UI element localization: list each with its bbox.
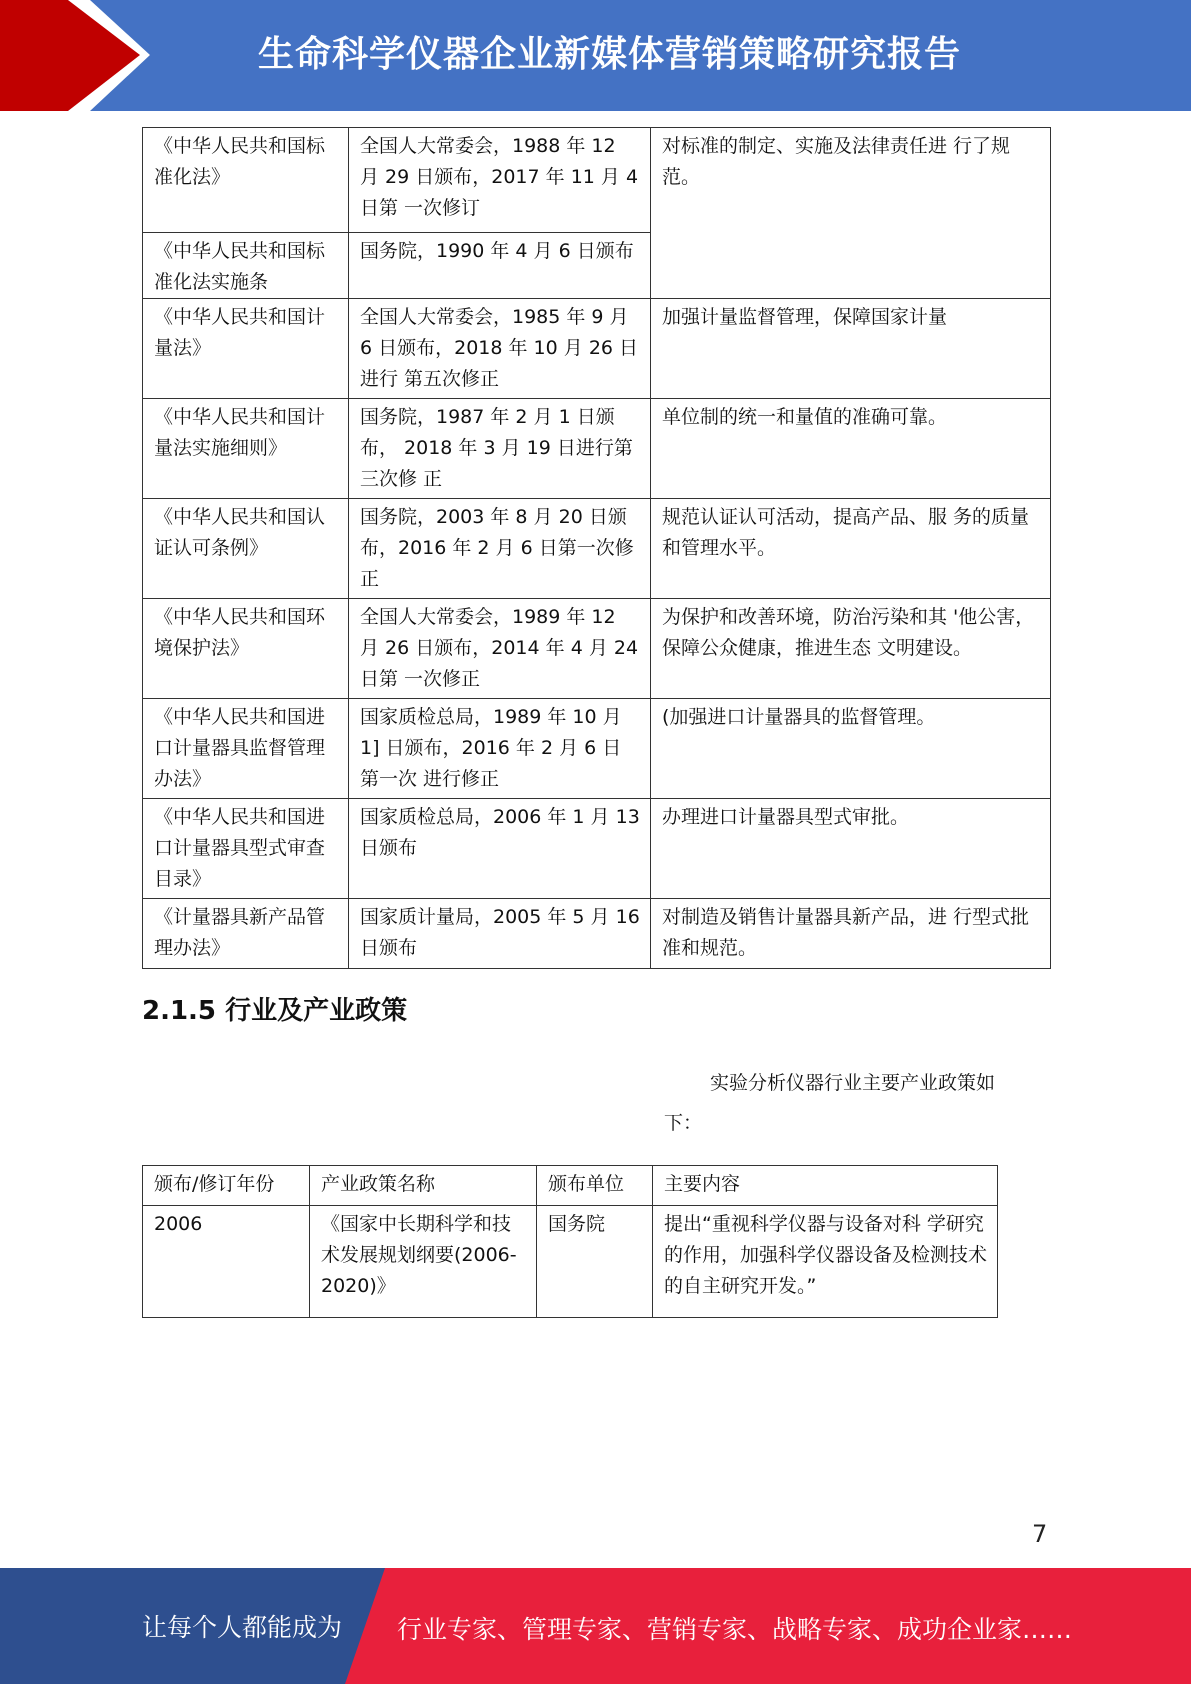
- table-row: [143, 699, 1051, 799]
- law-content-cell: 单位制的统一和量值的准确可靠。: [651, 399, 1051, 499]
- policy-name-cell: 《国家中长期科学和技术发展规划纲要(2006-2020)》: [310, 1206, 537, 1318]
- law-issued-cell: 国家质计量局，2005 年 5 月 16 日颁布: [349, 899, 651, 969]
- law-content-cell: 办理进口计量器具型式审批。: [651, 799, 1051, 899]
- table-row: [143, 799, 1051, 899]
- footer-slogan-right: 行业专家、管理专家、营销专家、战略专家、成功企业家……: [397, 1615, 1073, 1644]
- law-issued-cell: 全国人大常委会，1985 年 9 月 6 日颁布，2018 年 10 月 26 日进行 第五次修正: [349, 299, 651, 399]
- report-title: 生命科学仪器企业新媒体营销策略研究报告: [258, 34, 962, 75]
- law-issued-cell: 国家质检总局，2006 年 1 月 13 日颁布: [349, 799, 651, 899]
- table-row: [143, 599, 1051, 699]
- table-row: [143, 399, 1051, 499]
- table-row: [143, 899, 1051, 969]
- law-table: [142, 127, 1051, 969]
- policy-table: [142, 1165, 998, 1318]
- law-name-cell: 《中华人民共和国进 口计量器具监督管理 办法》: [143, 699, 349, 799]
- law-name-cell: 《中华人民共和国认 证认可条例》: [143, 499, 349, 599]
- law-issued-cell: 国务院，1987 年 2 月 1 日颁布， 2018 年 3 月 19 日进行第三次修 正: [349, 399, 651, 499]
- law-name-cell: 《中华人民共和国标 准化法》: [143, 128, 349, 233]
- header-arrow-decoration: [0, 0, 200, 111]
- law-content-cell: 加强计量监督管理，保障国家计量: [651, 299, 1051, 399]
- column-header-policy-name: 产业政策名称: [310, 1166, 537, 1206]
- table-row: [143, 1206, 998, 1318]
- law-name-cell: 《计量器具新产品管 理办法》: [143, 899, 349, 969]
- policy-content-cell: 提出“重视科学仪器与设备对科 学研究的作用，加强科学仪器设备及检测技术的自主研究开发。”: [653, 1206, 998, 1318]
- table-header-row: [143, 1166, 998, 1206]
- law-name-cell: 《中华人民共和国计 量法实施细则》: [143, 399, 349, 499]
- law-issued-cell: 国家质检总局，1989 年 10 月 1] 日颁布，2016 年 2 月 6 日第一次 进行修正: [349, 699, 651, 799]
- law-name-cell: 《中华人民共和国标 准化法实施条: [143, 233, 349, 299]
- section-heading: 2.1.5 行业及产业政策: [142, 996, 408, 1026]
- policy-year-cell: 2006: [143, 1206, 310, 1318]
- section-intro: 实验分析仪器行业主要产业政策如下：: [664, 1072, 996, 1134]
- law-content-cell: (加强进口计量器具的监督管理。: [651, 699, 1051, 799]
- law-content-cell: 对制造及销售计量器具新产品，进 行型式批准和规范。: [651, 899, 1051, 969]
- law-issued-cell: 国务院，1990 年 4 月 6 日颁布: [349, 233, 651, 299]
- page-footer: [0, 1568, 1191, 1684]
- column-header-unit: 颁布单位: [537, 1166, 653, 1206]
- page-header: [0, 0, 1191, 111]
- law-issued-cell: 全国人大常委会，1988 年 12 月 29 日颁布，2017 年 11 月 4 日第 一次修订: [349, 128, 651, 233]
- table-row: [143, 299, 1051, 399]
- column-header-year: 颁布/修订年份: [143, 1166, 310, 1206]
- law-issued-cell: 国务院，2003 年 8 月 20 日颁布，2016 年 2 月 6 日第一次修正: [349, 499, 651, 599]
- policy-unit-cell: 国务院: [537, 1206, 653, 1318]
- table-row: [143, 499, 1051, 599]
- table-row: [143, 128, 1051, 233]
- law-issued-cell: 全国人大常委会，1989 年 12 月 26 日颁布，2014 年 4 月 24 日第 一次修正: [349, 599, 651, 699]
- law-name-cell: 《中华人民共和国计 量法》: [143, 299, 349, 399]
- law-content-cell: 规范认证认可活动，提高产品、服 务的质量和管理水平。: [651, 499, 1051, 599]
- page-number: 7: [1032, 1520, 1048, 1548]
- law-content-cell: 为保护和改善环境，防治污染和其 '他公害，保障公众健康，推进生态 文明建设。: [651, 599, 1051, 699]
- law-name-cell: 《中华人民共和国环 境保护法》: [143, 599, 349, 699]
- law-name-cell: 《中华人民共和国进 口计量器具型式审查 目录》: [143, 799, 349, 899]
- column-header-content: 主要内容: [653, 1166, 998, 1206]
- footer-slogan-left: 让每个人都能成为: [142, 1613, 343, 1642]
- law-content-cell: 对标准的制定、实施及法律责任进 行了规范。: [651, 128, 1051, 299]
